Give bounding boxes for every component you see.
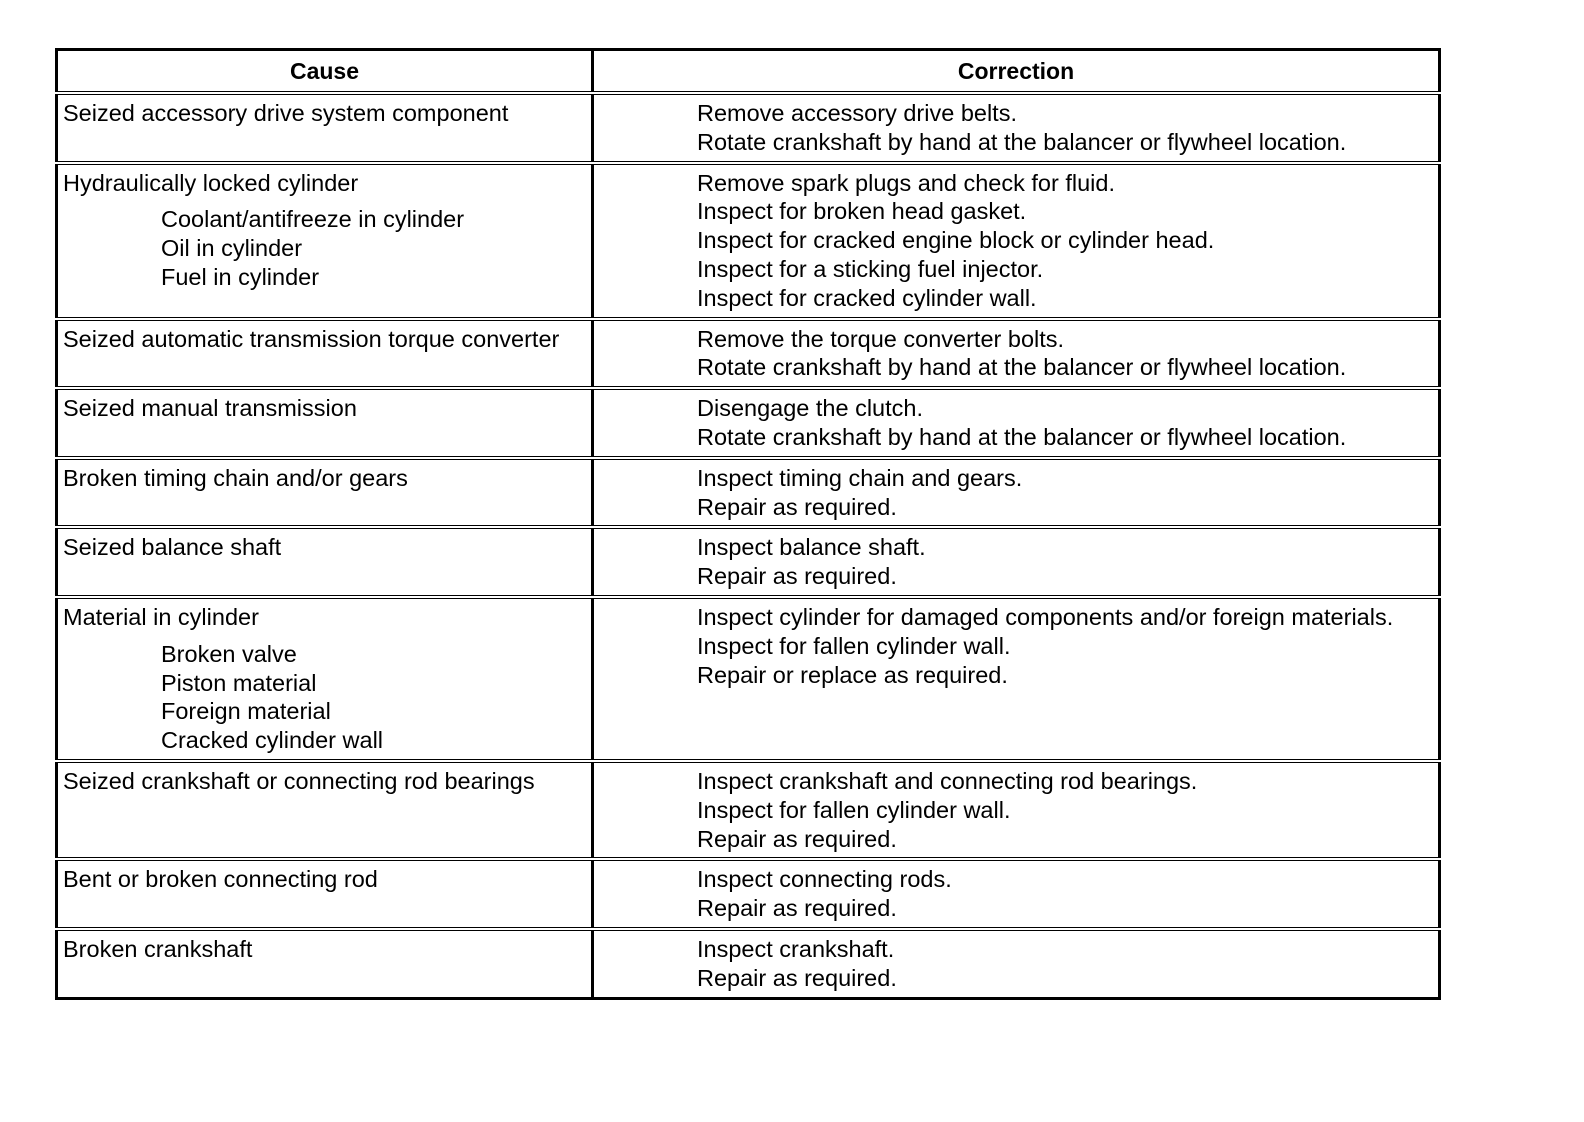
correction-cell [593,527,1440,597]
cause-spacer [63,632,587,640]
cause-text: Bent or broken connecting rod [63,866,378,893]
correction-cell [593,859,1440,929]
correction-text: Inspect for broken head gasket. [697,198,1027,225]
cause-cell [57,597,593,761]
correction-text: Remove spark plugs and check for fluid. [697,169,1115,196]
cause-cell [57,388,593,458]
table-body [57,93,1440,998]
correction-text: Rotate crankshaft by hand at the balancer or flywheel location. [697,354,1347,381]
cause-cell [57,527,593,597]
table-row [57,761,1440,859]
correction-text: Inspect for a sticking fuel injector. [697,255,1044,282]
cause-cell [57,319,593,389]
correction-cell [593,93,1440,163]
correction-text: Inspect for cracked engine block or cylinder head. [697,227,1215,254]
diagnostic-table-container [55,48,1438,1000]
table-row [57,929,1440,998]
cause-text: Material in cylinder [63,603,259,630]
correction-text: Inspect connecting rods. [697,866,952,893]
cause-text: Broken crankshaft [63,935,253,962]
table-row [57,527,1440,597]
correction-text: Remove the torque converter bolts. [697,325,1065,352]
correction-text: Inspect for fallen cylinder wall. [697,632,1011,659]
correction-text: Repair as required. [697,895,897,922]
correction-text: Inspect crankshaft and connecting rod bearings. [697,767,1198,794]
diagnostic-table [55,48,1441,1000]
correction-column-header: Correction [593,50,1440,94]
correction-text: Repair as required. [697,964,897,991]
table-row [57,163,1440,319]
correction-text: Repair as required. [697,563,897,590]
cause-cell [57,929,593,998]
correction-cell [593,761,1440,859]
sub-cause-text: Coolant/antifreeze in cylinder [161,206,465,233]
correction-cell [593,597,1440,761]
sub-cause-text: Piston material [161,669,317,696]
correction-text: Inspect cylinder for damaged components and/or foreign materials. [697,603,1394,630]
sub-cause-text: Oil in cylinder [161,235,303,262]
table-row [57,93,1440,163]
cause-text: Hydraulically locked cylinder [63,169,359,196]
correction-text: Disengage the clutch. [697,395,924,422]
table-header-row [57,50,1440,94]
cause-cell [57,761,593,859]
correction-cell [593,163,1440,319]
correction-text: Inspect balance shaft. [697,534,926,561]
correction-text: Repair or replace as required. [697,661,1008,688]
correction-text: Inspect for fallen cylinder wall. [697,796,1011,823]
correction-text: Remove accessory drive belts. [697,100,1017,126]
correction-text: Repair as required. [697,825,897,852]
correction-cell [593,458,1440,528]
cause-text: Seized manual transmission [63,395,357,422]
correction-text: Rotate crankshaft by hand at the balancer or flywheel location. [697,128,1347,155]
correction-cell [593,388,1440,458]
cause-cell [57,163,593,319]
correction-text: Inspect for cracked cylinder wall. [697,284,1037,311]
cause-cell [57,93,593,163]
cause-column-header: Cause [57,50,593,94]
cause-text: Broken timing chain and/or gears [63,464,408,491]
cause-text: Seized crankshaft or connecting rod bearings [63,767,535,794]
cause-cell [57,859,593,929]
table-row [57,458,1440,528]
sub-cause-text: Broken valve [161,640,297,667]
correction-text: Rotate crankshaft by hand at the balancer or flywheel location. [697,423,1347,450]
cause-text: Seized accessory drive system component [63,100,509,126]
cause-text: Seized automatic transmission torque converter [63,325,560,352]
correction-cell [593,929,1440,998]
cause-cell [57,458,593,528]
correction-text: Inspect timing chain and gears. [697,464,1023,491]
table-row [57,597,1440,761]
sub-cause-text: Cracked cylinder wall [161,727,384,754]
correction-text: Repair as required. [697,493,897,520]
cause-text: Seized balance shaft [63,534,282,561]
cause-spacer [63,197,587,205]
table-row [57,319,1440,389]
table-row [57,388,1440,458]
sub-cause-text: Foreign material [161,698,331,725]
correction-cell [593,319,1440,389]
correction-text: Inspect crankshaft. [697,935,895,962]
table-row [57,859,1440,929]
sub-cause-text: Fuel in cylinder [161,263,320,290]
